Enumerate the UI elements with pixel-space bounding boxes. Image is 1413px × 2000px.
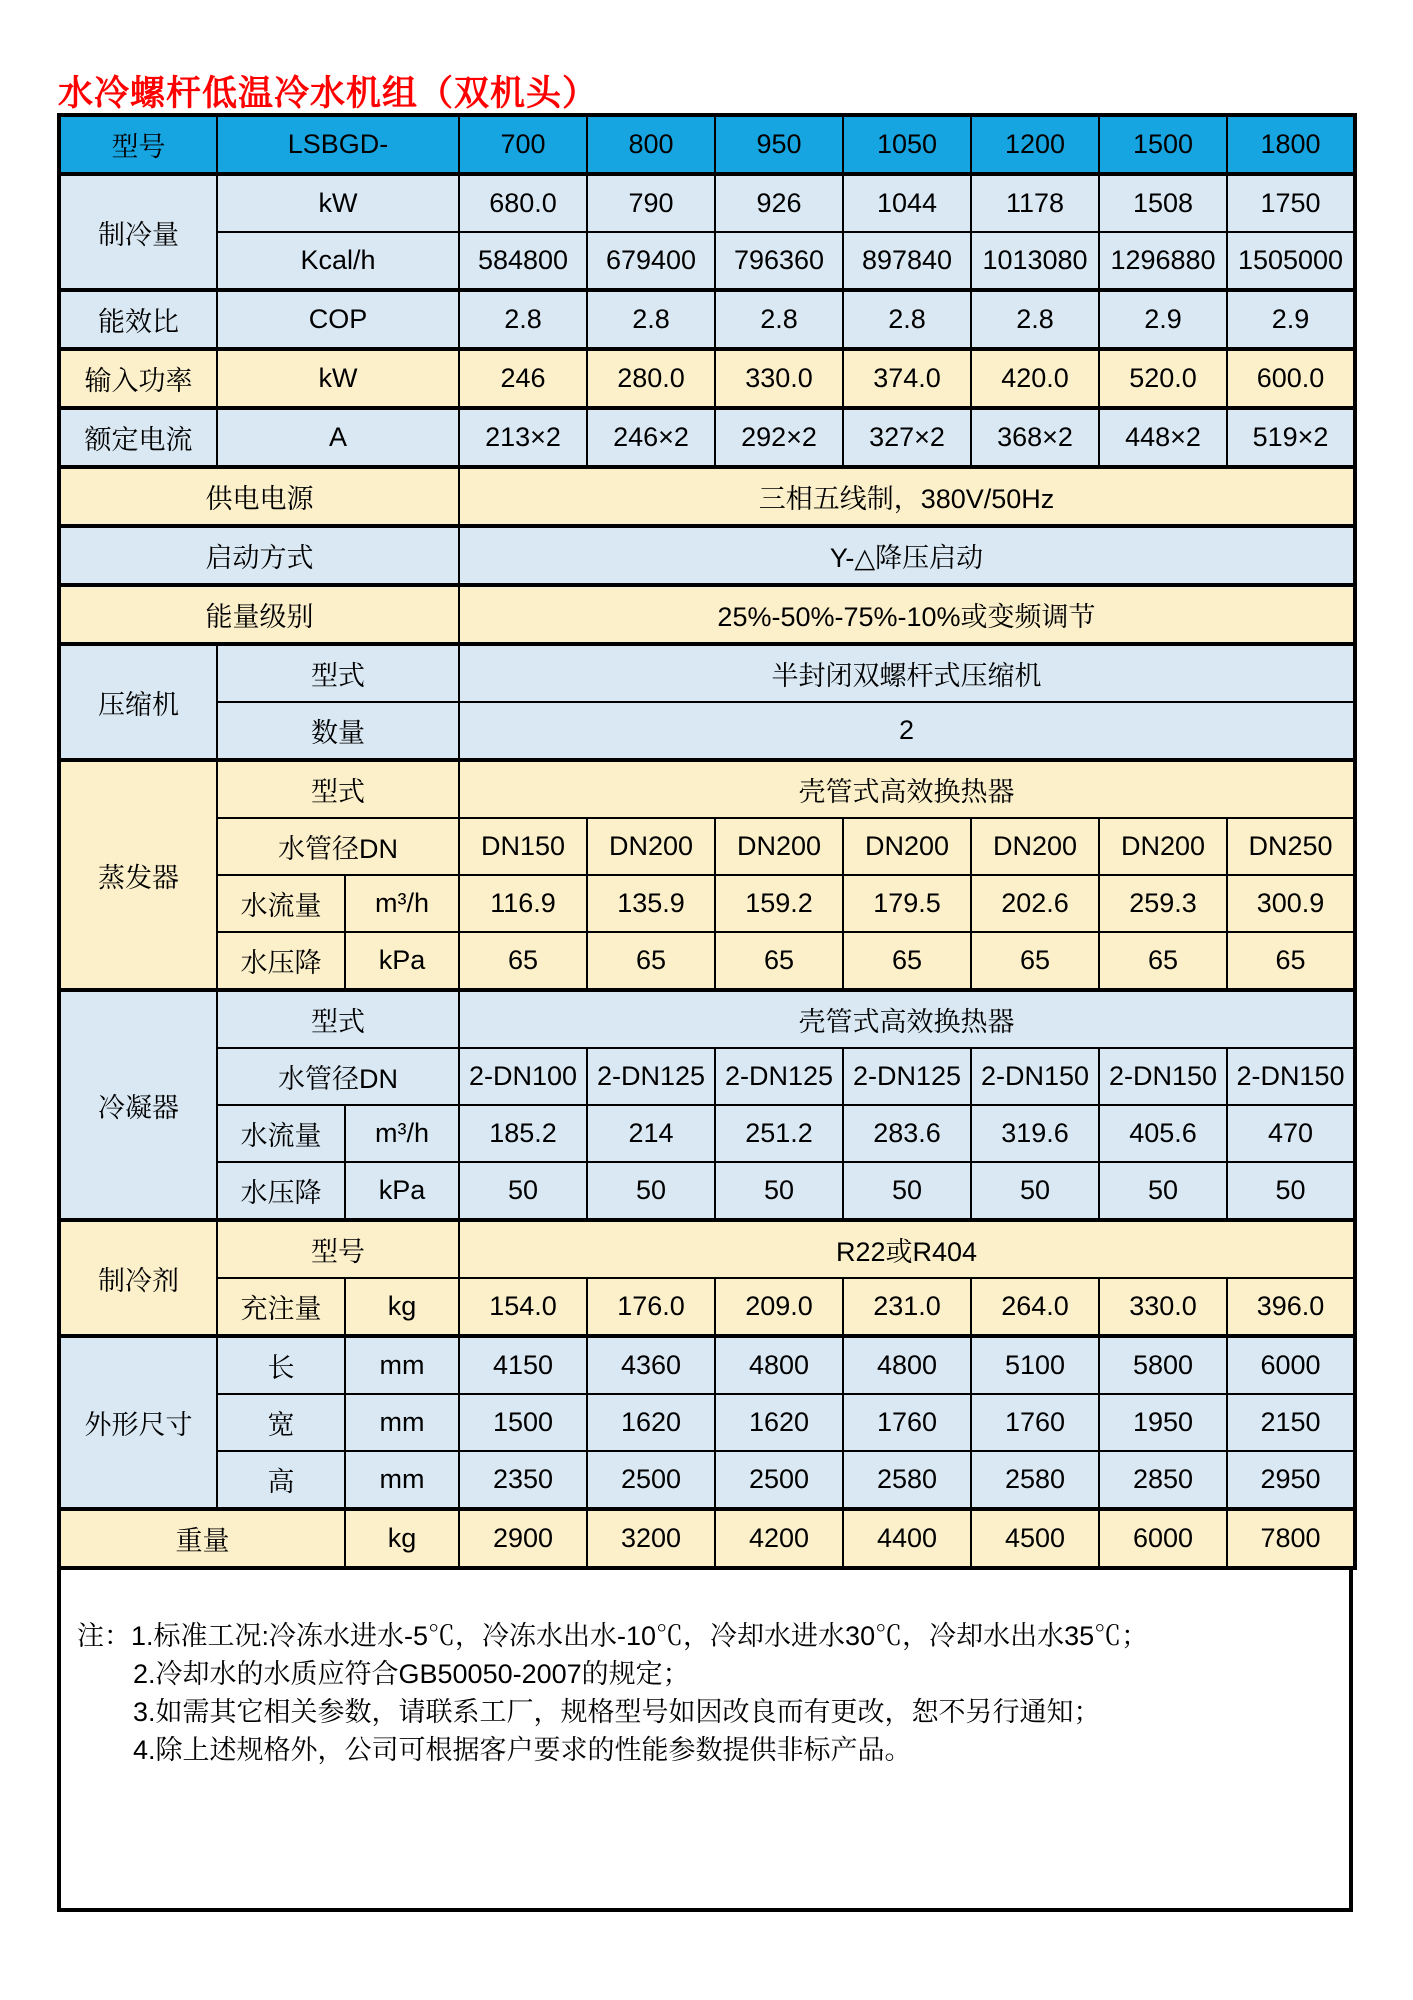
value-cell: 5800 [1099, 1336, 1227, 1394]
value-cell: 897840 [843, 232, 971, 290]
table-row-rated-current [59, 408, 1355, 467]
value-cell: 679400 [587, 232, 715, 290]
row-label-start-mode: 启动方式 [59, 526, 459, 585]
header-model-cell: 1050 [843, 115, 971, 174]
value-cell: 600.0 [1227, 349, 1355, 408]
value-cell: DN200 [843, 818, 971, 875]
value-cell: 202.6 [971, 875, 1099, 932]
table-row-dim-height [59, 1451, 1355, 1509]
table-row-condenser-type [59, 990, 1355, 1048]
table-row-dim-width [59, 1394, 1355, 1451]
value-cell: 246×2 [587, 408, 715, 467]
value-cell: 2850 [1099, 1451, 1227, 1509]
value-cell: 1508 [1099, 174, 1227, 232]
sub-label-cell: 数量 [217, 702, 459, 760]
value-cell: 1013080 [971, 232, 1099, 290]
unit-cell: kg [345, 1278, 459, 1336]
sub-label-cell: 水压降 [217, 932, 345, 990]
header-model-cell: 1200 [971, 115, 1099, 174]
unit-cell: mm [345, 1394, 459, 1451]
sub-label-cell: 水流量 [217, 1105, 345, 1162]
sub-label-cell: 长 [217, 1336, 345, 1394]
value-cell: 65 [1099, 932, 1227, 990]
table-row-input-power [59, 349, 1355, 408]
value-cell: 4800 [715, 1336, 843, 1394]
header-model-cell: 700 [459, 115, 587, 174]
merged-value-cell: R22或R404 [459, 1220, 1355, 1278]
value-cell: 2.8 [843, 290, 971, 349]
value-cell: 65 [587, 932, 715, 990]
header-model-cell: 1800 [1227, 115, 1355, 174]
unit-cell: kW [217, 349, 459, 408]
merged-value-cell: 三相五线制，380V/50Hz [459, 467, 1355, 526]
value-cell: 405.6 [1099, 1105, 1227, 1162]
sub-label-cell: 充注量 [217, 1278, 345, 1336]
unit-cell: kPa [345, 1162, 459, 1220]
header-model-cell: 1500 [1099, 115, 1227, 174]
value-cell: 65 [1227, 932, 1355, 990]
value-cell: 1750 [1227, 174, 1355, 232]
value-cell: 4200 [715, 1509, 843, 1568]
table-row-condenser-flow [59, 1105, 1355, 1162]
table-row-refrigerant-model [59, 1220, 1355, 1278]
sub-label-cell: 型式 [217, 990, 459, 1048]
value-cell: 448×2 [1099, 408, 1227, 467]
unit-cell: kPa [345, 932, 459, 990]
unit-cell: mm [345, 1451, 459, 1509]
unit-cell: m³/h [345, 1105, 459, 1162]
value-cell: 2-DN150 [971, 1048, 1099, 1105]
value-cell: 2350 [459, 1451, 587, 1509]
value-cell: 50 [1099, 1162, 1227, 1220]
value-cell: 65 [715, 932, 843, 990]
unit-cell: kW [217, 174, 459, 232]
row-label-weight: 重量 [59, 1509, 345, 1568]
value-cell: 374.0 [843, 349, 971, 408]
table-row-cooling-kw [59, 174, 1355, 232]
spec-table [57, 113, 1357, 1570]
value-cell: 159.2 [715, 875, 843, 932]
value-cell: 2-DN100 [459, 1048, 587, 1105]
header-model-label: 型号 [59, 115, 217, 174]
value-cell: 5100 [971, 1336, 1099, 1394]
value-cell: 1760 [971, 1394, 1099, 1451]
page-title: 水冷螺杆低温冷水机组（双机头） [58, 74, 599, 113]
value-cell: 213×2 [459, 408, 587, 467]
row-label-cop: 能效比 [59, 290, 217, 349]
value-cell: 1505000 [1227, 232, 1355, 290]
unit-cell: COP [217, 290, 459, 349]
value-cell: 420.0 [971, 349, 1099, 408]
table-row-condenser-dn [59, 1048, 1355, 1105]
value-cell: 319.6 [971, 1105, 1099, 1162]
value-cell: 7800 [1227, 1509, 1355, 1568]
sub-label-cell: 水管径DN [217, 818, 459, 875]
table-row-evaporator-type [59, 760, 1355, 818]
sub-label-cell: 宽 [217, 1394, 345, 1451]
table-row-condenser-drop [59, 1162, 1355, 1220]
value-cell: 2.9 [1099, 290, 1227, 349]
value-cell: 2500 [715, 1451, 843, 1509]
value-cell: 1178 [971, 174, 1099, 232]
value-cell: 2.8 [715, 290, 843, 349]
value-cell: 264.0 [971, 1278, 1099, 1336]
value-cell: 1296880 [1099, 232, 1227, 290]
row-label-dimensions: 外形尺寸 [59, 1336, 217, 1509]
sub-label-cell: 型号 [217, 1220, 459, 1278]
sub-label-cell: 水流量 [217, 875, 345, 932]
value-cell: 2-DN150 [1227, 1048, 1355, 1105]
value-cell: 179.5 [843, 875, 971, 932]
value-cell: 2900 [459, 1509, 587, 1568]
table-row-cop [59, 290, 1355, 349]
value-cell: 1500 [459, 1394, 587, 1451]
value-cell: 209.0 [715, 1278, 843, 1336]
value-cell: 2.8 [971, 290, 1099, 349]
sub-label-cell: 水压降 [217, 1162, 345, 1220]
value-cell: 1760 [843, 1394, 971, 1451]
value-cell: DN200 [1099, 818, 1227, 875]
value-cell: 283.6 [843, 1105, 971, 1162]
value-cell: 292×2 [715, 408, 843, 467]
value-cell: 2580 [971, 1451, 1099, 1509]
value-cell: 251.2 [715, 1105, 843, 1162]
row-label-rated-current: 额定电流 [59, 408, 217, 467]
value-cell: 584800 [459, 232, 587, 290]
value-cell: 300.9 [1227, 875, 1355, 932]
value-cell: 50 [459, 1162, 587, 1220]
table-row-evaporator-flow [59, 875, 1355, 932]
value-cell: 2.8 [587, 290, 715, 349]
value-cell: 50 [1227, 1162, 1355, 1220]
sub-label-cell: 型式 [217, 644, 459, 702]
value-cell: 470 [1227, 1105, 1355, 1162]
row-label-evaporator: 蒸发器 [59, 760, 217, 990]
row-label-compressor: 压缩机 [59, 644, 217, 760]
value-cell: 2-DN125 [587, 1048, 715, 1105]
sub-label-cell: 高 [217, 1451, 345, 1509]
table-row-start-mode [59, 526, 1355, 585]
table-row-compressor-qty [59, 702, 1355, 760]
value-cell: 2.8 [459, 290, 587, 349]
value-cell: DN200 [971, 818, 1099, 875]
note-line: 2.冷却水的水质应符合GB50050-2007的规定； [133, 1659, 690, 1689]
value-cell: 2-DN125 [715, 1048, 843, 1105]
note-line: 注：1.标准工况:冷冻水进水-5℃，冷冻水出水-10℃，冷却水进水30℃，冷却水出水35℃； [77, 1621, 1149, 1651]
row-label-cooling: 制冷量 [59, 174, 217, 290]
merged-value-cell: 半封闭双螺杆式压缩机 [459, 644, 1355, 702]
row-label-input-power: 输入功率 [59, 349, 217, 408]
value-cell: 1044 [843, 174, 971, 232]
value-cell: 176.0 [587, 1278, 715, 1336]
value-cell: 65 [843, 932, 971, 990]
unit-cell: A [217, 408, 459, 467]
unit-cell: Kcal/h [217, 232, 459, 290]
value-cell: 6000 [1227, 1336, 1355, 1394]
value-cell: 116.9 [459, 875, 587, 932]
table-row-refrigerant-charge [59, 1278, 1355, 1336]
merged-value-cell: Y-△降压启动 [459, 526, 1355, 585]
header-row [59, 115, 1355, 174]
value-cell: 4360 [587, 1336, 715, 1394]
row-label-power-supply: 供电电源 [59, 467, 459, 526]
table-row-evaporator-dn [59, 818, 1355, 875]
value-cell: 246 [459, 349, 587, 408]
value-cell: 50 [587, 1162, 715, 1220]
spec-content [57, 113, 1353, 1912]
value-cell: 2150 [1227, 1394, 1355, 1451]
row-label-energy-steps: 能量级别 [59, 585, 459, 644]
value-cell: 327×2 [843, 408, 971, 467]
value-cell: 259.3 [1099, 875, 1227, 932]
value-cell: 231.0 [843, 1278, 971, 1336]
notes-box [57, 1570, 1353, 1912]
merged-value-cell: 25%-50%-75%-10%或变频调节 [459, 585, 1355, 644]
value-cell: 2580 [843, 1451, 971, 1509]
value-cell: 926 [715, 174, 843, 232]
value-cell: 790 [587, 174, 715, 232]
note-line: 3.如需其它相关参数，请联系工厂，规格型号如因改良而有更改，恕不另行通知； [133, 1697, 1101, 1727]
value-cell: 1950 [1099, 1394, 1227, 1451]
value-cell: 519×2 [1227, 408, 1355, 467]
value-cell: 185.2 [459, 1105, 587, 1162]
table-row-compressor-type [59, 644, 1355, 702]
unit-cell: kg [345, 1509, 459, 1568]
value-cell: 50 [843, 1162, 971, 1220]
sub-label-cell: 水管径DN [217, 1048, 459, 1105]
table-row-energy-steps [59, 585, 1355, 644]
table-row-weight [59, 1509, 1355, 1568]
value-cell: 50 [715, 1162, 843, 1220]
value-cell: 154.0 [459, 1278, 587, 1336]
value-cell: DN150 [459, 818, 587, 875]
value-cell: 396.0 [1227, 1278, 1355, 1336]
sub-label-cell: 型式 [217, 760, 459, 818]
value-cell: DN200 [715, 818, 843, 875]
value-cell: 65 [971, 932, 1099, 990]
value-cell: 2-DN125 [843, 1048, 971, 1105]
value-cell: DN250 [1227, 818, 1355, 875]
note-line: 4.除上述规格外，公司可根据客户要求的性能参数提供非标产品。 [133, 1735, 912, 1765]
unit-cell: mm [345, 1336, 459, 1394]
merged-value-cell: 壳管式高效换热器 [459, 760, 1355, 818]
header-model-cell: 800 [587, 115, 715, 174]
value-cell: 4800 [843, 1336, 971, 1394]
header-series-label: LSBGD- [217, 115, 459, 174]
table-row-power-supply [59, 467, 1355, 526]
value-cell: 3200 [587, 1509, 715, 1568]
merged-value-cell: 2 [459, 702, 1355, 760]
table-row-dim-length [59, 1336, 1355, 1394]
value-cell: 50 [971, 1162, 1099, 1220]
value-cell: 1620 [587, 1394, 715, 1451]
value-cell: 6000 [1099, 1509, 1227, 1568]
value-cell: 2.9 [1227, 290, 1355, 349]
merged-value-cell: 壳管式高效换热器 [459, 990, 1355, 1048]
value-cell: 214 [587, 1105, 715, 1162]
value-cell: 4500 [971, 1509, 1099, 1568]
value-cell: 330.0 [1099, 1278, 1227, 1336]
value-cell: 2950 [1227, 1451, 1355, 1509]
value-cell: 1620 [715, 1394, 843, 1451]
value-cell: 796360 [715, 232, 843, 290]
value-cell: 2500 [587, 1451, 715, 1509]
table-row-evaporator-drop [59, 932, 1355, 990]
value-cell: 330.0 [715, 349, 843, 408]
value-cell: 2-DN150 [1099, 1048, 1227, 1105]
value-cell: 65 [459, 932, 587, 990]
value-cell: 280.0 [587, 349, 715, 408]
row-label-condenser: 冷凝器 [59, 990, 217, 1220]
header-model-cell: 950 [715, 115, 843, 174]
row-label-refrigerant: 制冷剂 [59, 1220, 217, 1336]
value-cell: 4400 [843, 1509, 971, 1568]
value-cell: 4150 [459, 1336, 587, 1394]
value-cell: 520.0 [1099, 349, 1227, 408]
value-cell: 368×2 [971, 408, 1099, 467]
value-cell: 680.0 [459, 174, 587, 232]
value-cell: 135.9 [587, 875, 715, 932]
table-row-cooling-kcal [59, 232, 1355, 290]
unit-cell: m³/h [345, 875, 459, 932]
value-cell: DN200 [587, 818, 715, 875]
